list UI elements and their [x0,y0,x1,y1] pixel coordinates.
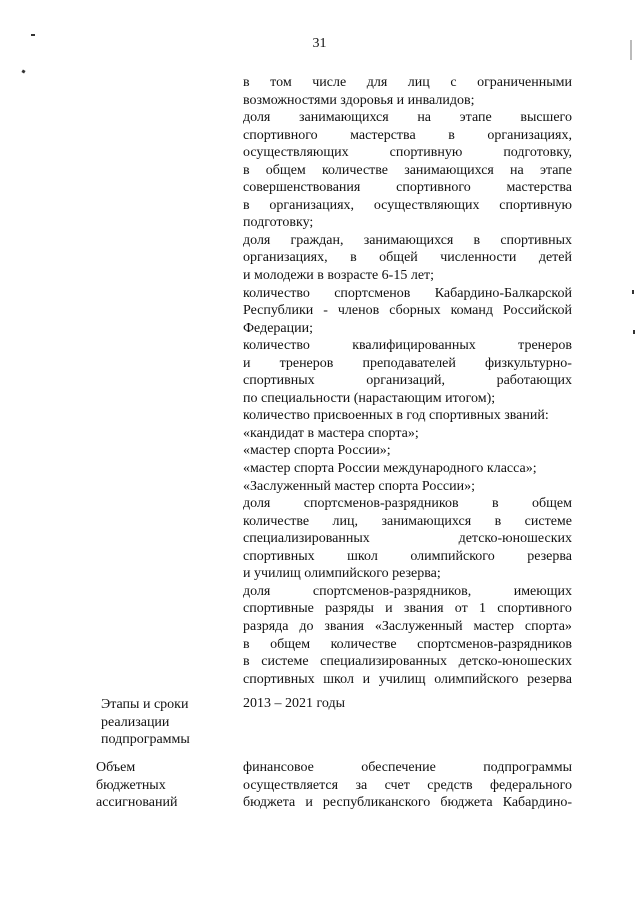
word: подготовку, [503,145,572,161]
text-line [243,302,572,320]
word: и [243,355,251,371]
word: спортивные [243,601,314,617]
word: финансовое [243,760,314,775]
word: спортивных [243,373,315,389]
word: ограниченными [477,75,572,90]
word: преподавателей [362,355,456,371]
word: спортсменов-разрядников, [312,583,472,599]
word: количестве [330,636,397,652]
text-line: количество присвоенных в год спортивных званий: [243,408,549,424]
word: спортивную [499,197,572,213]
word: количество [243,338,310,354]
word: этапе [539,162,572,178]
word: совершенствования [243,180,361,196]
word: тренеров [279,355,334,371]
word: Кабардино-Балкарской [434,285,572,301]
text-line: возможностями здоровья и инвалидов; [243,92,475,108]
label-line: подпрограммы [101,732,190,748]
word: спортсменов-разрядников [303,496,459,512]
word: звания [403,601,444,617]
word: имеющих [513,583,572,599]
text-line [243,513,572,531]
word: Республики [243,303,314,319]
word: разряда [243,618,289,634]
word: спортивного [243,127,318,143]
word: организациях, [243,250,328,266]
text-line [243,337,572,355]
scan-mark [31,34,35,36]
word: резерва [527,548,572,564]
word: - [323,303,328,319]
word: спортивного [497,601,572,617]
text-line: «мастер спорта России»; [243,443,391,459]
word: и [362,671,371,687]
text-line [243,759,572,777]
word: 1 [479,601,487,617]
text-line [243,249,572,267]
word: в [243,654,250,670]
text-line [243,232,572,250]
word: команд [450,303,494,319]
text-line [243,583,572,601]
word: олимпийского [434,671,519,687]
word: высшего [520,110,572,126]
word: специализированных [243,531,370,547]
word: осуществляется [243,777,339,793]
word: и [305,795,313,811]
word: количестве [321,162,389,178]
word: спортивного [396,180,471,196]
text-line [243,636,572,654]
text-line: и училищ олимпийского резерва; [243,566,441,582]
word: разряды [325,601,374,617]
word: работающих [496,373,572,389]
budget-text-block [243,759,572,812]
word: в [448,127,455,143]
budget-label [96,759,206,812]
word: доля [243,496,271,512]
word: мастерства [350,127,416,143]
label-line: реализации [101,714,170,730]
word: спортивных [243,671,315,687]
word: для [366,75,388,90]
text-line [243,179,572,197]
text-line [243,495,572,513]
word: счет [384,777,410,793]
text-line: «мастер спорта России международного класса»; [243,461,537,477]
word: числе [312,75,347,90]
word: организациях, [269,197,355,213]
word: общей [379,250,418,266]
word: квалифицированных [352,338,476,354]
scan-mark [633,330,635,334]
word: специализированных [320,654,447,670]
text-line [243,285,572,303]
text-line [243,109,572,127]
word: спортивных [243,548,315,564]
word: в [491,496,499,512]
word: общем [265,162,306,178]
word: на [417,110,432,126]
word: доля [243,110,271,126]
word: тренеров [518,338,572,354]
text-line [243,144,572,162]
word: Кабардино- [502,795,572,811]
text-line: «Заслуженный мастер спорта России»; [243,478,475,494]
word: занимающихся [381,513,472,529]
text-line [243,74,572,92]
word: общем [531,496,572,512]
text-line [243,600,572,618]
text-line [243,794,572,812]
word: количество [243,285,310,301]
word: спортивную [389,145,463,161]
word: детско-юношеских [458,531,572,547]
word: в [243,75,250,90]
word: системе [261,654,309,670]
text-line: подготовку; [243,215,314,231]
word: в [243,162,250,178]
text-line [243,355,572,373]
word: и [385,601,393,617]
word: республиканского [322,795,431,811]
word: занимающихся [299,110,389,126]
word: в [243,197,250,213]
word: граждан, [290,232,344,248]
word: «Заслуженный [374,618,463,634]
word: организаций, [366,373,445,389]
word: до [299,618,314,634]
text-line [243,777,572,795]
word: спортсменов [334,285,411,301]
word: школ [347,548,378,564]
label-line: Этапы и сроки [101,697,189,712]
scan-mark [632,290,634,294]
word: сборных [389,303,441,319]
word: количестве [243,513,310,529]
word: детско-юношеских [458,654,572,670]
word: средств [427,777,473,793]
word: на [510,162,524,178]
stages-value: 2013 – 2021 годы [243,696,346,711]
text-line [243,671,572,689]
word: занимающихся [404,162,494,178]
word: системе [524,513,572,529]
text-line: Федерации; [243,320,314,336]
word: училищ [378,671,426,687]
word: в [473,232,481,248]
text-line [243,162,572,180]
word: федерального [489,777,572,793]
word: членов [337,303,380,319]
word: детей [538,250,572,266]
word: спортивных [500,232,572,248]
word: мастерства [506,180,572,196]
word: осуществляющих [243,145,349,161]
text-line [243,197,572,215]
text-line [243,127,572,145]
text-line [243,548,572,566]
text-line: и молодежи в возрасте 6-15 лет; [243,268,435,284]
word: подпрограммы [483,760,572,775]
word: в [494,513,502,529]
word: численности [440,250,517,266]
text-line: по специальности (нарастающим итогом); [243,390,496,406]
word: в [243,636,250,652]
label-line: Объем [96,760,136,775]
indicators-text-block [243,74,572,688]
word: Российской [503,303,572,319]
word: спортсменов-разрядников [417,636,572,652]
word: школ [323,671,354,687]
text-line: «кандидат в мастера спорта»; [243,425,419,441]
word: лиц, [332,513,358,529]
word: этапе [459,110,492,126]
text-line [243,372,572,390]
word: спорта» [524,618,572,634]
scan-mark [21,69,25,73]
stages-label [101,696,211,749]
text-line [243,618,572,636]
word: олимпийского [410,548,495,564]
word: том [270,75,292,90]
text-line [243,653,572,671]
word: осуществляющих [373,197,480,213]
word: общем [270,636,311,652]
word: обеспечение [361,760,436,775]
page-number: 31 [312,36,327,51]
word: лиц [407,75,430,90]
scan-mark [630,40,632,60]
word: физкультурно- [484,355,572,371]
word: мастер [473,618,515,634]
word: доля [243,232,271,248]
word: в [350,250,357,266]
word: бюджета [440,795,493,811]
word: организациях, [487,127,572,143]
text-line [243,530,572,548]
word: за [355,777,368,793]
word: звания [324,618,364,634]
label-line: ассигнований [96,795,178,811]
word: доля [243,583,271,599]
word: от [454,601,468,617]
word: занимающихся [363,232,454,248]
word: бюджета [243,795,296,811]
word: с [450,75,457,90]
label-line: бюджетных [96,777,166,793]
word: резерва [527,671,572,687]
